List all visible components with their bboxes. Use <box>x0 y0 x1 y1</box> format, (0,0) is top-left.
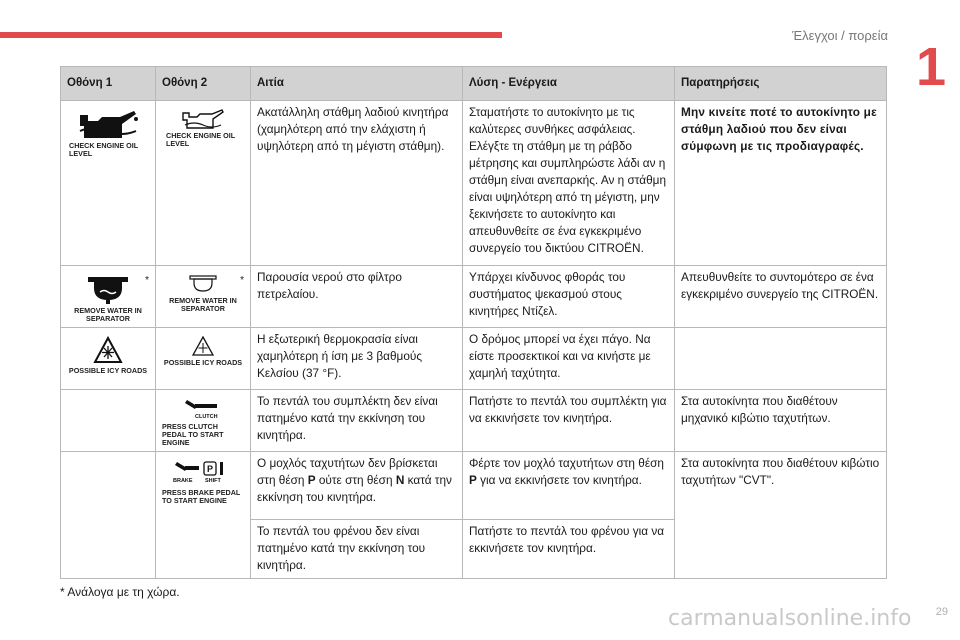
screen1-cell <box>61 266 156 328</box>
cause-text: ούτε στη θέση <box>315 473 396 487</box>
column-header: Αιτία <box>251 67 463 101</box>
solution-cell <box>463 452 675 520</box>
cause-text: κατά την εκκίνηση του κινητήρα. <box>257 473 452 504</box>
solution-cell: Πατήστε το πεντάλ του συμπλέκτη για να εκκινήσετε τον κινητήρα. <box>463 390 675 452</box>
section-title: Έλεγχοι / πορεία <box>791 28 888 43</box>
footnote: * Ανάλογα με τη χώρα. <box>60 585 180 599</box>
screen1-cell <box>61 101 156 266</box>
table-row <box>61 101 887 266</box>
table-row <box>61 452 887 520</box>
screen1-cell <box>61 452 156 579</box>
column-header: Οθόνη 1 <box>61 67 156 101</box>
icon-caption: REMOVE WATER IN SEPARATOR <box>169 296 237 313</box>
screen1-cell <box>61 328 156 390</box>
watermark: carmanualsonline.info <box>668 606 912 631</box>
water-separator-outline-icon <box>188 274 218 294</box>
solution-cell: Ο δρόμος μπορεί να έχει πάγο. Να είστε προσεκτικοί και να κινήστε με χαμηλή ταχύτητα. <box>463 328 675 390</box>
cause-cell: Παρουσία νερού στο φίλτρο πετρελαίου. <box>251 266 463 328</box>
oil-can-icon <box>74 109 142 139</box>
solution-cell: Σταματήστε το αυτοκίνητο με τις καλύτερες συνθήκες ασφάλειας. Ελέγξτε τη στάθμη με τη ράβδο μέτρησης και συμπληρώστε λάδι αν η στάθμη είναι ανεπαρκής. Αν η στάθμη είναι υψηλότερη από τη μέγιστη, μην ξεκινήσετε το αυτοκίνητο και απευθυνθείτε σε ένα εγκεκριμένο συνεργείο του δικτύου CITROËN. <box>463 101 675 266</box>
column-header: Παρατηρήσεις <box>675 67 887 101</box>
shift-label: SHIFT <box>205 478 221 484</box>
remarks-cell: Στα αυτοκίνητα που διαθέτουν κιβώτιο ταχυτήτων "CVT". <box>675 452 887 579</box>
table-row <box>61 266 887 328</box>
table-row <box>61 390 887 452</box>
column-header: Λύση - Ενέργεια <box>463 67 675 101</box>
table-row <box>61 328 887 390</box>
column-header: Οθόνη 2 <box>156 67 251 101</box>
warning-table <box>60 66 887 579</box>
screen2-cell <box>156 452 251 579</box>
gear-p: P <box>469 473 477 487</box>
park-letter: P <box>207 464 214 474</box>
chapter-number: 1 <box>915 37 946 97</box>
cause-cell: Ακατάλληλη στάθμη λαδιού κινητήρα (χαμηλότερη από την ελάχιστη ή υψηλότερη από τη μέγιστη στάθμη). <box>251 101 463 266</box>
oil-can-outline-icon <box>179 109 227 129</box>
screen2-cell <box>156 101 251 266</box>
cause-text: Ο μοχλός ταχυτήτων δεν βρίσκεται στη θέση <box>257 456 438 487</box>
icon-caption: PRESS BRAKE PEDAL TO START ENGINE <box>162 488 241 505</box>
icon-caption: PRESS CLUTCH PEDAL TO START ENGINE <box>162 422 224 447</box>
solution-text: Φέρτε τον μοχλό ταχυτήτων στη θέση <box>469 456 664 470</box>
icon-caption: REMOVE WATER IN SEPARATOR <box>74 306 142 323</box>
asterisk-note: * <box>145 275 149 286</box>
water-separator-icon <box>86 274 130 304</box>
gear-n: N <box>395 473 405 487</box>
screen2-cell <box>156 328 251 390</box>
cause-cell <box>251 452 463 520</box>
gear-p: P <box>307 473 316 487</box>
page-number: 29 <box>935 606 948 618</box>
screen1-cell <box>61 390 156 452</box>
asterisk-note: * <box>240 275 244 286</box>
icy-road-icon <box>93 336 123 364</box>
remarks-cell: Μην κινείτε ποτέ το αυτοκίνητο με στάθμη λαδιού που δεν είναι σύμφωνη με τις προδιαγραφές. <box>675 101 887 266</box>
icon-caption: POSSIBLE ICY ROADS <box>68 366 148 375</box>
solution-cell: Πατήστε το πεντάλ του φρένου για να εκκινήσετε τον κινητήρα. <box>463 520 675 579</box>
icon-caption: CHECK ENGINE OIL LEVEL <box>69 141 138 158</box>
cause-cell: Το πεντάλ του συμπλέκτη δεν είναι πατημένο κατά την εκκίνηση του κινητήρα. <box>251 390 463 452</box>
remarks-cell: Απευθυνθείτε το συντομότερο σε ένα εγκεκριμένο συνεργείο της CITROËN. <box>675 266 887 328</box>
remarks-cell: Στα αυτοκίνητα που διαθέτουν μηχανικό κιβώτιο ταχυτήτων. <box>675 390 887 452</box>
clutch-label: CLUTCH <box>195 414 218 420</box>
table-header-row <box>61 67 887 101</box>
cause-cell: Η εξωτερική θερμοκρασία είναι χαμηλότερη ή ίση με 3 βαθμούς Κελσίου (37 °F). <box>251 328 463 390</box>
screen2-cell <box>156 266 251 328</box>
icon-caption: POSSIBLE ICY ROADS <box>163 358 243 367</box>
screen2-cell <box>156 390 251 452</box>
icy-road-outline-icon <box>192 336 214 356</box>
brake-shift-icon <box>171 460 235 486</box>
icon-caption: CHECK ENGINE OIL LEVEL <box>166 131 235 148</box>
accent-bar <box>0 32 502 38</box>
brake-label: BRAKE <box>173 478 193 484</box>
remarks-cell <box>675 328 887 390</box>
clutch-pedal-icon <box>181 398 225 420</box>
cause-cell: Το πεντάλ του φρένου δεν είναι πατημένο κατά την εκκίνηση του κινητήρα. <box>251 520 463 579</box>
solution-text: για να εκκινήσετε τον κινητήρα. <box>476 473 642 487</box>
solution-cell: Υπάρχει κίνδυνος φθοράς του συστήματος ψεκασμού στους κινητήρες Ντίζελ. <box>463 266 675 328</box>
